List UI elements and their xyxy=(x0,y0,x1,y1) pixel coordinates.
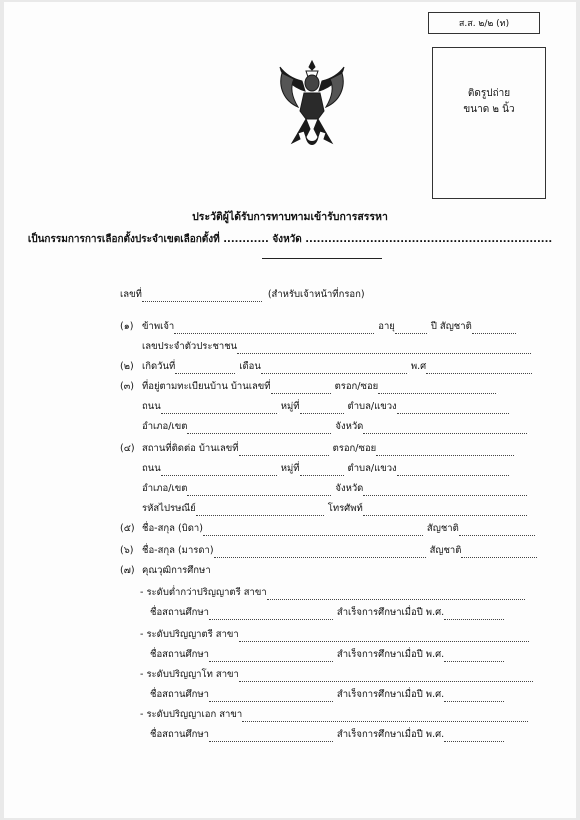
road-label: ถนน xyxy=(142,401,161,412)
graduated-label: สำเร็จการศึกษาเมื่อปี พ.ศ. xyxy=(336,649,445,660)
house-number-field[interactable] xyxy=(271,382,331,394)
form-page xyxy=(4,2,576,818)
doctor-year-field[interactable] xyxy=(444,730,504,742)
nationality-label: สัญชาติ xyxy=(426,523,459,534)
province-label: จังหวัด xyxy=(335,421,364,432)
district-field[interactable] xyxy=(187,422,331,434)
contact-label: สถานที่ติดต่อ บ้านเลขที่ xyxy=(142,443,239,454)
doctor-label: - ระดับปริญญาเอก สาขา xyxy=(140,709,243,720)
birth-month-field[interactable] xyxy=(261,362,407,374)
be-label: พ.ศ xyxy=(410,361,427,372)
item-number: (๓) xyxy=(120,381,134,392)
row-education xyxy=(120,562,211,578)
bachelor-year-field[interactable] xyxy=(444,650,504,662)
number-label: เลขที่ xyxy=(120,289,142,300)
master-label: - ระดับปริญญาโท สาขา xyxy=(140,669,239,680)
graduated-label: สำเร็จการศึกษาเมื่อปี พ.ศ. xyxy=(336,729,445,740)
soi-label: ตรอก/ซอย xyxy=(332,443,377,454)
age-label: อายุ xyxy=(378,321,395,332)
item-number: (๒) xyxy=(120,361,134,372)
row-bachelor-inst xyxy=(150,646,504,662)
father-nationality-field[interactable] xyxy=(459,524,535,536)
master-field[interactable] xyxy=(239,670,533,682)
contact-soi-field[interactable] xyxy=(376,444,514,456)
postal-field[interactable] xyxy=(196,504,324,516)
row-master-inst xyxy=(150,686,504,702)
doctor-field[interactable] xyxy=(242,710,528,722)
district-label: อำเภอ/เขต xyxy=(142,483,188,494)
province-label: จังหวัด xyxy=(335,483,364,494)
mother-nationality-field[interactable] xyxy=(461,546,537,558)
contact-district-field[interactable] xyxy=(187,484,331,496)
road-field[interactable] xyxy=(161,402,277,414)
bachelor-institution-field[interactable] xyxy=(209,650,333,662)
birth-year-field[interactable] xyxy=(426,362,532,374)
item-number: (๕) xyxy=(120,523,135,534)
below-bachelor-label: - ระดับต่ำกว่าปริญญาตรี สาขา xyxy=(140,587,267,598)
year-nationality-label: ปี สัญชาติ xyxy=(430,321,472,332)
district-label: อำเภอ/เขต xyxy=(142,421,188,432)
row-id xyxy=(142,338,531,354)
contact-moo-field[interactable] xyxy=(300,464,344,476)
subdistrict-field[interactable] xyxy=(397,402,509,414)
master-institution-field[interactable] xyxy=(209,690,333,702)
row-below-bachelor xyxy=(140,584,525,600)
father-field[interactable] xyxy=(203,524,423,536)
phone-label: โทรศัพท์ xyxy=(327,503,363,514)
row-father xyxy=(120,520,535,536)
soi-label: ตรอก/ซอย xyxy=(334,381,379,392)
graduated-label: สำเร็จการศึกษาเมื่อปี พ.ศ. xyxy=(336,607,445,618)
province-field[interactable] xyxy=(363,422,527,434)
number-note: (สำหรับเจ้าหน้าที่กรอก) xyxy=(267,289,365,300)
mother-field[interactable] xyxy=(214,546,426,558)
nationality-field[interactable] xyxy=(472,322,516,334)
age-field[interactable] xyxy=(395,322,427,334)
photo-label-2: ขนาด ๒ นิ้ว xyxy=(463,104,515,115)
row-name xyxy=(120,318,516,334)
row-mother xyxy=(120,542,537,558)
road-label: ถนน xyxy=(142,463,161,474)
bachelor-label: - ระดับปริญญาตรี สาขา xyxy=(140,629,239,640)
row-road xyxy=(142,398,509,414)
id-field[interactable] xyxy=(237,342,531,354)
doctor-institution-field[interactable] xyxy=(209,730,333,742)
number-field[interactable] xyxy=(142,290,262,302)
education-label: คุณวุฒิการศึกษา xyxy=(142,565,211,576)
contact-house-field[interactable] xyxy=(239,444,329,456)
graduated-label: สำเร็จการศึกษาเมื่อปี พ.ศ. xyxy=(336,689,445,700)
below-bachelor-year-field[interactable] xyxy=(444,608,504,620)
moo-field[interactable] xyxy=(300,402,344,414)
row-doctor-inst xyxy=(150,726,504,742)
subdistrict-label: ตำบล/แขวง xyxy=(347,463,397,474)
moo-label: หมู่ที่ xyxy=(280,463,300,474)
row-postal xyxy=(142,500,527,516)
moo-label: หมู่ที่ xyxy=(280,401,300,412)
institution-label: ชื่อสถานศึกษา xyxy=(150,729,209,740)
contact-subdistrict-field[interactable] xyxy=(397,464,509,476)
item-number: (๖) xyxy=(120,545,134,556)
row-contact-district xyxy=(142,480,527,496)
item-number: (๔) xyxy=(120,443,135,454)
name-field[interactable] xyxy=(174,322,374,334)
institution-label: ชื่อสถานศึกษา xyxy=(150,689,209,700)
form-subtitle: เป็นกรรมการการเลือกตั้งประจำเขตเลือกตั้งที่ ............ จังหวัด ................................................................. xyxy=(27,234,553,245)
mother-label: ชื่อ-สกุล (มารดา) xyxy=(142,545,214,556)
contact-road-field[interactable] xyxy=(161,464,277,476)
month-label: เดือน xyxy=(239,361,261,372)
photo-label-1: ติดรูปถ่าย xyxy=(467,88,511,99)
form-code: ส.ส. ๒/๒ (ท) xyxy=(458,19,510,29)
form-title: ประวัติผู้ได้รับการทาบทามเข้ารับการสรรหา xyxy=(192,211,388,223)
item-number: (๑) xyxy=(120,321,134,332)
row-bachelor xyxy=(140,626,529,642)
father-label: ชื่อ-สกุล (บิดา) xyxy=(142,523,203,534)
photo-placeholder xyxy=(432,47,546,199)
bachelor-field[interactable] xyxy=(239,630,529,642)
phone-field[interactable] xyxy=(363,504,527,516)
soi-field[interactable] xyxy=(378,382,496,394)
row-birth xyxy=(120,358,532,374)
garuda-emblem-icon xyxy=(276,57,348,153)
registered-address-label: ที่อยู่ตามทะเบียนบ้าน บ้านเลขที่ xyxy=(142,381,271,392)
number-line xyxy=(120,286,365,302)
contact-province-field[interactable] xyxy=(363,484,527,496)
subdistrict-label: ตำบล/แขวง xyxy=(347,401,397,412)
row-contact-road xyxy=(142,460,509,476)
below-bachelor-field[interactable] xyxy=(267,588,525,600)
row-below-bachelor-inst xyxy=(150,604,504,620)
form-code-box xyxy=(428,12,540,34)
me-label: ข้าพเจ้า xyxy=(142,321,175,332)
postal-label: รหัสไปรษณีย์ xyxy=(142,503,196,514)
row-doctor xyxy=(140,706,528,722)
master-year-field[interactable] xyxy=(444,690,504,702)
item-number: (๗) xyxy=(120,565,135,576)
institution-label: ชื่อสถานศึกษา xyxy=(150,607,209,618)
nationality-label: สัญชาติ xyxy=(429,545,462,556)
below-bachelor-institution-field[interactable] xyxy=(209,608,333,620)
id-label: เลขประจำตัวประชาชน xyxy=(142,341,238,352)
birth-day-field[interactable] xyxy=(175,362,235,374)
row-contact-address xyxy=(120,440,514,456)
institution-label: ชื่อสถานศึกษา xyxy=(150,649,209,660)
row-district xyxy=(142,418,527,434)
row-master xyxy=(140,666,533,682)
row-registered-address xyxy=(120,378,496,394)
title-underline xyxy=(262,258,382,259)
born-label: เกิดวันที่ xyxy=(142,361,176,372)
